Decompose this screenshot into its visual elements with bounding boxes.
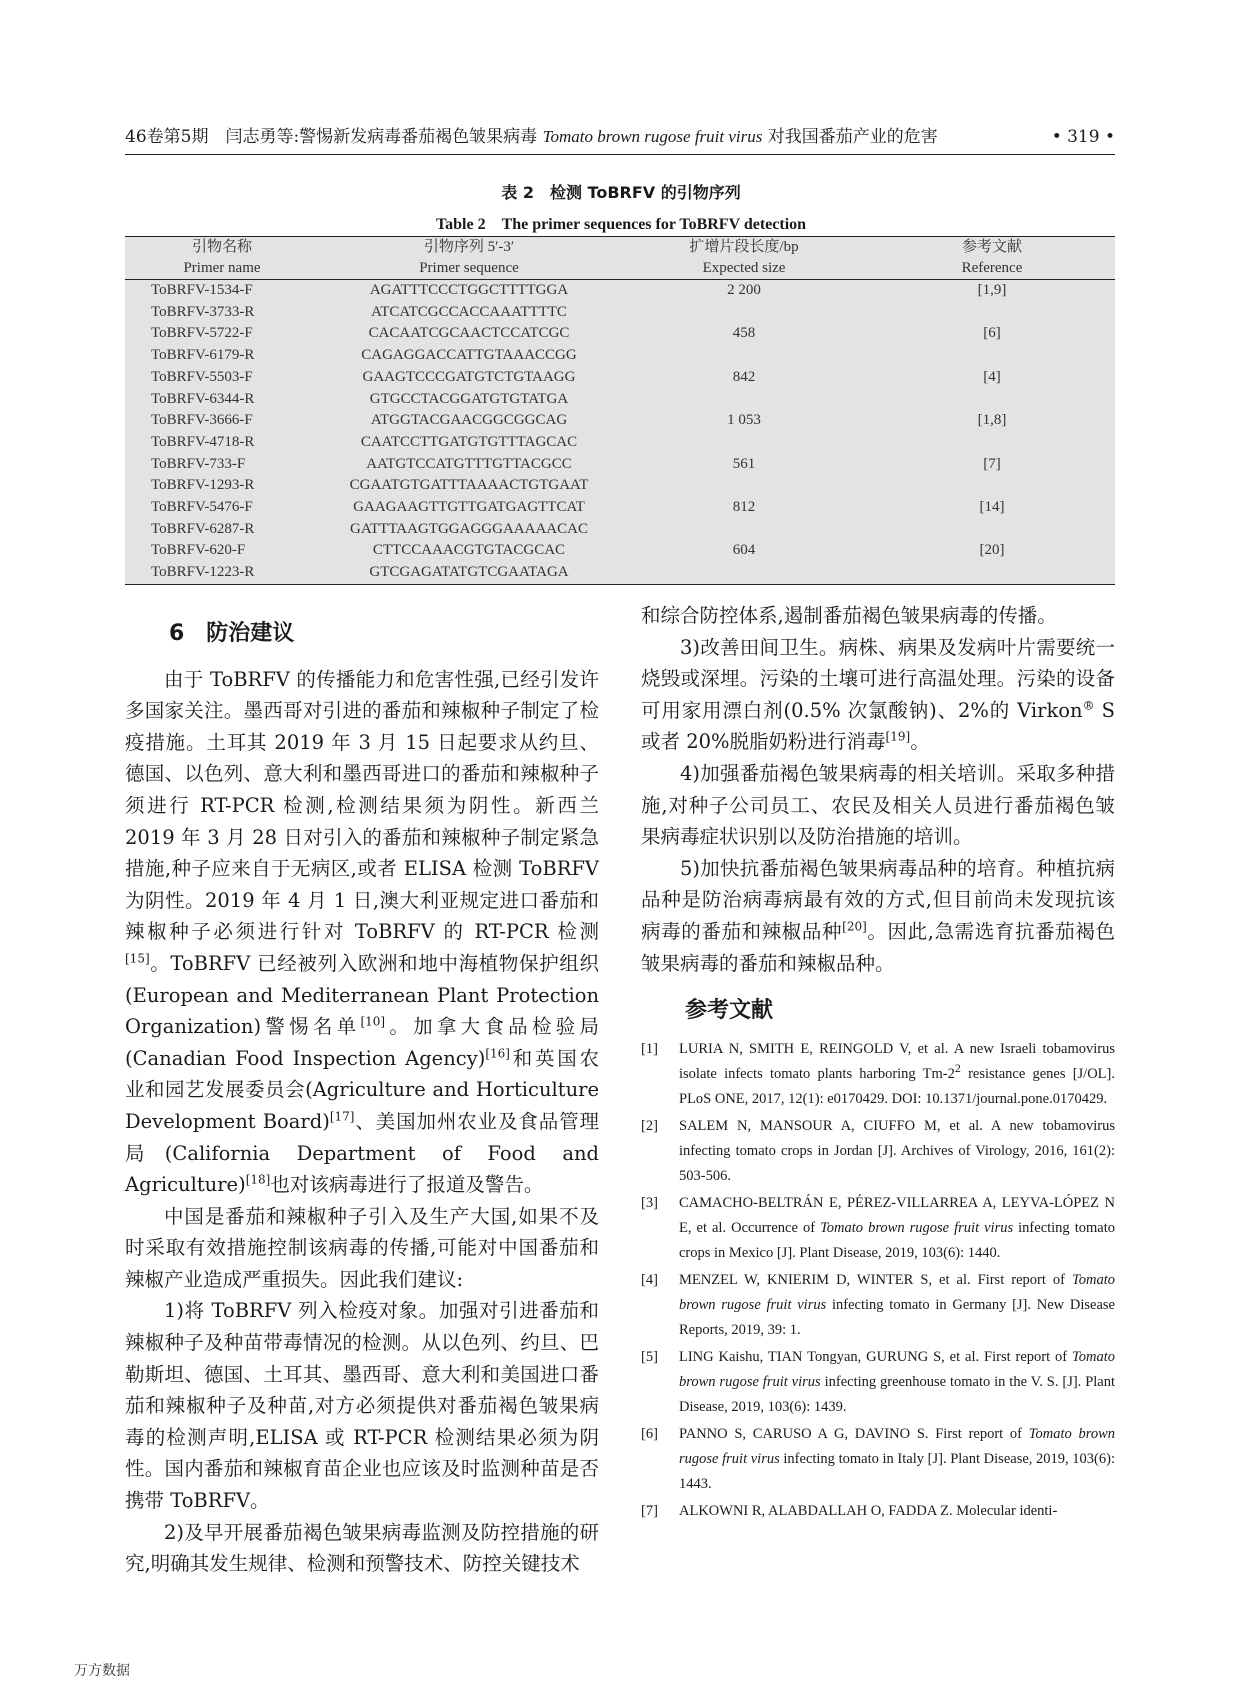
table-cell: ToBRFV-1534-F — [151, 282, 253, 298]
header-cell: Primer name — [125, 258, 319, 280]
table-cell: [1,8] — [977, 412, 1007, 429]
table-cell: ToBRFV-6179-R — [151, 347, 255, 364]
table-row — [125, 410, 1115, 432]
table-row — [125, 367, 1115, 389]
table-cell: ToBRFV-1223-R — [125, 562, 319, 584]
table-cell: ATGGTACGAACGGCGGCAG — [370, 412, 568, 429]
table-cell: GTGCCTACGGATGTGTATGA — [369, 390, 569, 407]
table-row — [125, 345, 1115, 367]
table-cell: CGAATGTGATTTAAAACTGTGAAT — [349, 477, 589, 494]
table-cell — [869, 302, 1115, 324]
table-body — [125, 280, 1115, 585]
reference-item: [5] LING Kaishu, TIAN Tongyan, GURUNG S, et al. First report of Tomato brown rugose fruit virus infecting greenhouse tomato in the V. S. [J]. Plant Disease, 2019, 103(6): 1439. — [641, 1348, 1116, 1415]
table-cell: GAAGAAGTTGTTGATGAGTTCAT — [353, 499, 585, 516]
table-cell — [869, 519, 1115, 541]
table-cell — [619, 475, 869, 497]
table-cell — [869, 345, 1115, 367]
table-header-row-en — [125, 258, 1115, 280]
paragraph: 2)及早开展番茄褐色皱果病毒监测及防控措施的研究,明确其发生规律、检测和预警技术、防控关键技术 — [125, 1520, 599, 1576]
table-row — [125, 389, 1115, 411]
table-cell: 458 — [732, 325, 756, 342]
header-cell: 引物序列 5′-3′ — [319, 237, 619, 259]
table-cell: 812 — [732, 499, 756, 516]
table-cell: CAGAGGACCATTGTAAACCGG — [361, 347, 577, 364]
right-column — [641, 600, 1115, 1526]
reference-item: [6] PANNO S, CARUSO A G, DAVINO S. First report of Tomato brown rugose fruit virus infecting tomato in Italy [J]. Plant Disease, 2019, 103(6): 1443. — [641, 1425, 1115, 1492]
paragraph: 5)加快抗番茄褐色皱果病毒品种的培育。种植抗病品种是防治病毒病最有效的方式,但目前尚未发现抗该病毒的番茄和辣椒品种[20]。因此,急需选育抗番茄褐色皱果病毒的番茄和辣椒品种。 — [641, 856, 1115, 975]
table-cell: 604 — [732, 542, 756, 559]
header-cell: 引物名称 — [125, 237, 319, 259]
table-caption-en: Table 2 The primer sequences for ToBRFV detection — [435, 216, 807, 233]
table-row — [125, 475, 1115, 497]
table-cell: 561 — [732, 455, 756, 472]
paragraph: 1)将 ToBRFV 列入检疫对象。加强对引进番茄和辣椒种子及种苗带毒情况的检测。从以色列、约旦、巴勒斯坦、德国、土耳其、墨西哥、意大利和美国进口番茄和辣椒种子及种苗,对方必须提供对番茄褐色皱果病毒的检测声明,ELISA 或 RT-PCR 检测结果必须为阴性。国内番茄和辣椒育苗企业也应该及时监测种苗是否携带 ToBRFV。 — [125, 1299, 599, 1513]
table-cell: [1,9] — [977, 282, 1007, 298]
paragraph: 由于 ToBRFV 的传播能力和危害性强,已经引发许多国家关注。墨西哥对引进的番茄和辣椒种子制定了检疫措施。土耳其 2019 年 3 月 15 日起要求从约旦、德国、以色列、意大利和墨西哥进口的番茄和辣椒种子须进行 RT-PCR 检测,检测结果须为阴性。新西兰 2019 年 3 月 28 日对引入的番茄和辣椒种子制定紧急措施,种子应来自于无病区,或者 ELISA 检测 ToBRFV 为阴性。2019 年 4 月 1 日,澳大利亚规定进口番茄和辣椒种子必须进行针对 ToBRFV 的 RT-PCR 检测[15]。ToBRFV 已经被列入欧洲和地中海植物保护组织(European and Mediterranean Plant Protection Organization)警惕名单[10]。加拿大食品检验局(Canadian Food Inspection Agency)[16]和英国农业和园艺发展委员会(Agriculture and Horticulture Development Board)[17]、美国加州农业及食品管理局(California Department of Food and Agriculture)[18]也对该病毒进行了报道及警告。 — [125, 667, 599, 1197]
table-cell: GAAGTCCCGATGTCTGTAAGG — [362, 368, 576, 385]
table-cell: CACAATCGCAACTCCATCGC — [368, 325, 570, 342]
table-row — [125, 454, 1115, 476]
table-cell — [869, 389, 1115, 411]
reference-list — [641, 1037, 1115, 1524]
table-cell: CAATCCTTGATGTGTTTAGCAC — [360, 433, 578, 450]
table-cell: AGATTTCCCTGGCTTTTGGA — [369, 282, 569, 298]
table-cell: ATCATCGCCACCAAATTTTC — [371, 303, 567, 320]
table-row — [125, 280, 1115, 302]
table-cell — [619, 519, 869, 541]
table-cell — [869, 475, 1115, 497]
table-cell: [7] — [983, 455, 1001, 472]
table-cell — [619, 345, 869, 367]
table-cell: [4] — [983, 368, 1001, 385]
table-cell: ToBRFV-733-F — [151, 455, 246, 472]
reference-item: [2] SALEM N, MANSOUR A, CIUFFO M, et al. A new tobamovirus infecting tomato crops in Jordan [J]. Archives of Virology, 2016, 161(2): 503-506. — [641, 1117, 1115, 1184]
primer-table — [125, 236, 1115, 585]
table-row — [125, 302, 1115, 324]
reference-item: [7] ALKOWNI R, ALABDALLAH O, FADDA Z. Molecular identi- — [641, 1502, 1058, 1519]
table-cell — [619, 432, 869, 454]
footer-watermark: 万方数据 — [74, 1663, 130, 1679]
paragraph: 中国是番茄和辣椒种子引入及生产大国,如果不及时采取有效措施控制该病毒的传播,可能对中国番茄和辣椒产业造成严重损失。因此我们建议: — [125, 1204, 599, 1291]
header-cell: Primer sequence — [319, 258, 619, 280]
table-cell: ToBRFV-5503-F — [151, 368, 253, 385]
paragraph: 3)改善田间卫生。病株、病果及发病叶片需要统一烧毁或深埋。污染的土壤可进行高温处理。污染的设备可用家用漂白剂(0.5% 次氯酸钠)、2%的 Virkon® S 或者 20%脱脂奶粉进行消毒[19]。 — [641, 635, 1115, 754]
table-cell: ToBRFV-4718-R — [151, 433, 255, 450]
table-cell: ToBRFV-6287-R — [151, 520, 255, 537]
reference-item: [4] MENZEL W, KNIERIM D, WINTER S, et al. First report of Tomato brown rugose fruit virus infecting tomato in Germany [J]. New Disease Reports, 2019, 39: 1. — [641, 1271, 1115, 1338]
table-cell: ToBRFV-5476-F — [151, 499, 253, 516]
table-row — [125, 432, 1115, 454]
table-row — [125, 540, 1115, 562]
table-header-row-zh — [125, 237, 1115, 259]
table-cell — [619, 389, 869, 411]
table-caption-zh: 表 2 检测 ToBRFV 的引物序列 — [501, 183, 741, 202]
table-cell: ToBRFV-3733-R — [151, 303, 255, 320]
header-title: 46卷第5期 闫志勇等:警惕新发病毒番茄褐色皱果病毒 Tomato brown rugose fruit virus 对我国番茄产业的危害 — [125, 127, 938, 147]
table-cell: 842 — [732, 368, 756, 385]
table-row — [125, 519, 1115, 541]
table-cell: [20] — [979, 542, 1005, 559]
table-cell: ToBRFV-5722-F — [151, 325, 253, 342]
table-cell: [6] — [983, 325, 1001, 342]
table-cell: ToBRFV-6344-R — [151, 390, 255, 407]
table-cell: GTCGAGATATGTCGAATAGA — [319, 562, 619, 584]
table-cell — [619, 562, 869, 584]
header-cell: 扩增片段长度/bp — [619, 237, 869, 259]
table-cell: [14] — [979, 499, 1005, 516]
header-cell: Expected size — [619, 258, 869, 280]
reference-item: [1] LURIA N, SMITH E, REINGOLD V, et al. A new Israeli tobamovirus isolate infects tomato plants harboring $Tm-2^2$ resistance genes [J/OL]. PLoS ONE, 2017, 12(1): e0170429. DOI: 10.1371/journal.pone.0170429. — [641, 1040, 1115, 1107]
table-row — [125, 323, 1115, 345]
table-cell — [869, 562, 1115, 584]
paragraph: 和综合防控体系,遏制番茄褐色皱果病毒的传播。 — [641, 604, 1057, 627]
reference-item: [3] CAMACHO-BELTRÁN E, PÉREZ-VILLARREA A, LEYVA-LÓPEZ N E, et al. Occurrence of Tomato brown rugose fruit virus infecting tomato crops in Mexico [J]. Plant Disease, 2019, 103(6): 1440. — [641, 1194, 1115, 1261]
section-heading: 6 防治建议 — [169, 621, 295, 646]
table-cell: ToBRFV-3666-F — [151, 412, 253, 429]
page-number: • 319 • — [1051, 127, 1115, 147]
table-cell: 2 200 — [727, 282, 761, 298]
table-cell — [619, 302, 869, 324]
table-cell: GATTTAAGTGGAGGGAAAAACAC — [350, 520, 588, 537]
paragraph: 4)加强番茄褐色皱果病毒的相关培训。采取多种措施,对种子公司员工、农民及相关人员进行番茄褐色皱果病毒症状识别以及防治措施的培训。 — [641, 761, 1115, 849]
table-cell: 1 053 — [727, 412, 761, 429]
header-cell: 参考文献 — [869, 237, 1115, 259]
table-row — [125, 562, 1115, 584]
table-cell — [869, 432, 1115, 454]
table-cell: ToBRFV-620-F — [151, 542, 246, 559]
running-header — [125, 120, 1115, 155]
references-heading: 参考文献 — [685, 998, 774, 1024]
table-cell: AATGTCCATGTTTGTTACGCC — [366, 455, 572, 472]
left-column — [125, 618, 599, 1580]
table-row — [125, 497, 1115, 519]
table-cell: ToBRFV-1293-R — [151, 477, 255, 494]
header-cell: Reference — [869, 258, 1115, 280]
table-cell: CTTCCAAACGTGTACGCAC — [372, 542, 566, 559]
